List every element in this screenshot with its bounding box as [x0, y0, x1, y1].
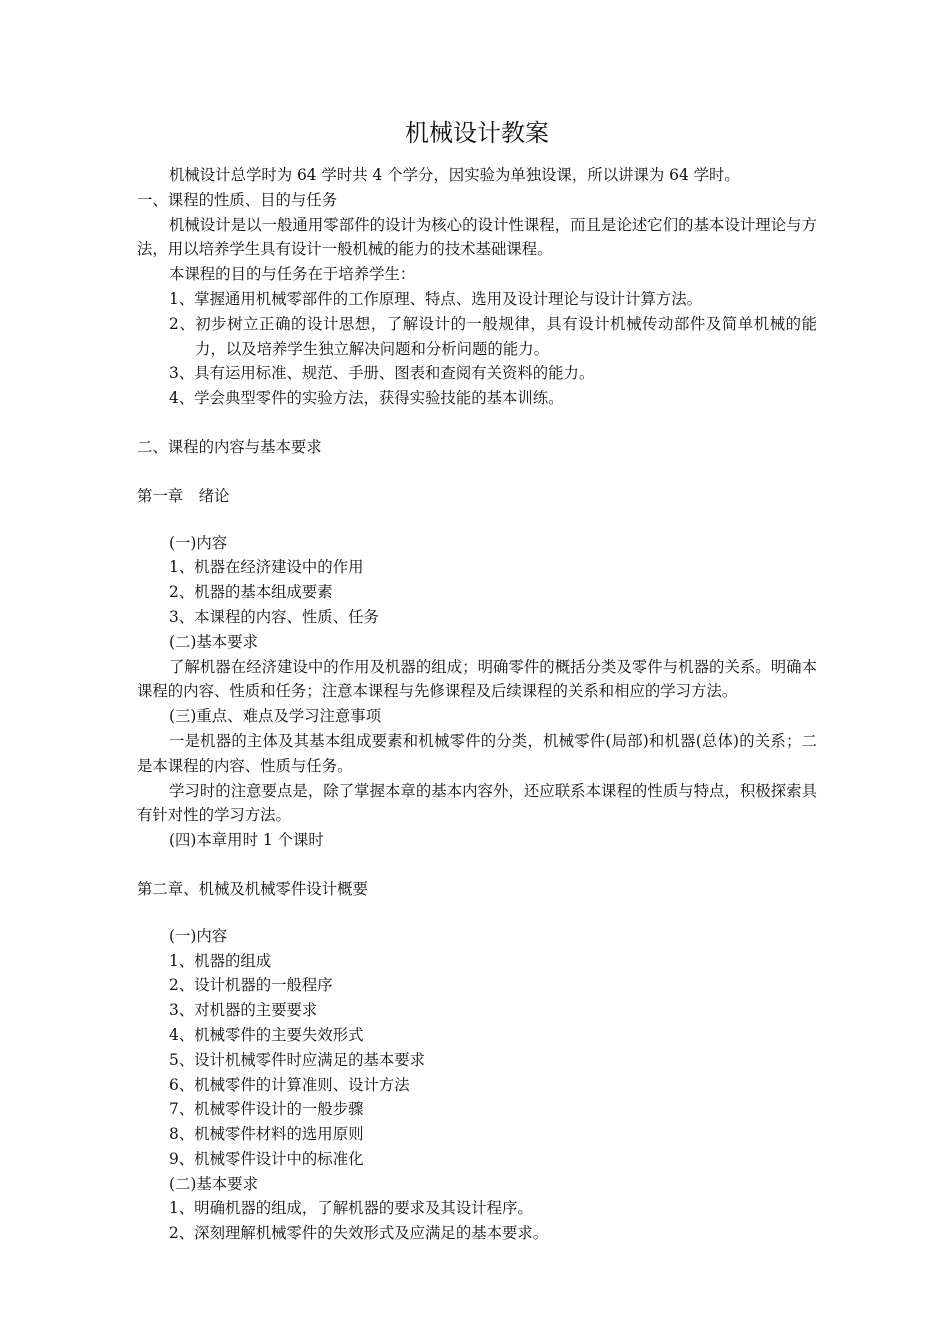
section1-heading: 一、课程的性质、目的与任务 [137, 190, 338, 209]
section1-paragraph-1: 机械设计是以一般通用零部件的设计为核心的设计性课程，而且是论述它们的基本设计理论与方法，用以培养学生具有设计一般机械的能力的技术基础课程。 [137, 215, 817, 259]
chapter2-requirements-label: (二)基本要求 [169, 1174, 258, 1193]
chapter1-key-points-text-2: 学习时的注意要点是，除了掌握本章的基本内容外，还应联系本课程的性质与特点，积极探索具有针对性的学习方法。 [137, 781, 817, 825]
chapter2-item-8: 8、机械零件材料的选用原则 [169, 1125, 364, 1144]
chapter1-item-1: 1、机器在经济建设中的作用 [169, 558, 364, 577]
chapter2-item-7: 7、机械零件设计的一般步骤 [169, 1100, 364, 1119]
document-page [137, 117, 817, 1246]
chapter2-item-4: 4、机械零件的主要失效形式 [169, 1025, 364, 1044]
chapter2-item-3: 3、对机器的主要要求 [169, 1001, 318, 1020]
document-title: 机械设计教案 [405, 119, 549, 147]
chapter2-requirement-2: 2、深刻理解机械零件的失效形式及应满足的基本要求。 [169, 1224, 549, 1243]
section1-item-2: 2、初步树立正确的设计思想，了解设计的一般规律，具有设计机械传动部件及简单机械的能力，以及培养学生独立解决问题和分析问题的能力。 [169, 314, 817, 358]
chapter2-item-5: 5、设计机械零件时应满足的基本要求 [169, 1050, 426, 1069]
chapter2-item-9: 9、机械零件设计中的标准化 [169, 1149, 364, 1168]
chapter1-key-points-text-1: 一是机器的主体及其基本组成要素和机械零件的分类，机械零件(局部)和机器(总体)的关系；二是本课程的内容、性质与任务。 [137, 731, 817, 775]
chapter2-item-1: 1、机器的组成 [169, 951, 272, 970]
section1-paragraph-2: 本课程的目的与任务在于培养学生： [169, 265, 416, 284]
intro-paragraph: 机械设计总学时为 64 学时共 4 个学分，因实验为单独设课，所以讲课为 64 学时。 [169, 166, 740, 184]
section1-item-4: 4、学会典型零件的实验方法，获得实验技能的基本训练。 [169, 389, 564, 408]
section1-item-3: 3、具有运用标准、规范、手册、图表和查阅有关资料的能力。 [169, 364, 595, 383]
chapter1-heading: 第一章 绪论 [137, 486, 230, 505]
chapter1-requirements-label: (二)基本要求 [169, 632, 258, 651]
chapter1-item-2: 2、机器的基本组成要素 [169, 583, 333, 602]
chapter2-heading: 第二章、机械及机械零件设计概要 [137, 879, 368, 898]
chapter2-content-label: (一)内容 [169, 926, 228, 945]
section1-item-1: 1、掌握通用机械零部件的工作原理、特点、选用及设计理论与设计计算方法。 [169, 289, 703, 308]
section2-heading: 二、课程的内容与基本要求 [137, 437, 322, 456]
chapter1-key-points-label: (三)重点、难点及学习注意事项 [169, 707, 382, 726]
chapter2-item-6: 6、机械零件的计算准则、设计方法 [169, 1075, 410, 1094]
chapter2-item-2: 2、设计机器的一般程序 [169, 976, 333, 995]
chapter1-item-3: 3、本课程的内容、性质、任务 [169, 607, 379, 626]
chapter2-requirement-1: 1、明确机器的组成，了解机器的要求及其设计程序。 [169, 1199, 533, 1218]
chapter1-content-label: (一)内容 [169, 533, 228, 552]
chapter1-requirements-text: 了解机器在经济建设中的作用及机器的组成；明确零件的概括分类及零件与机器的关系。明确本课程的内容、性质和任务；注意本课程与先修课程及后续课程的关系和相应的学习方法。 [137, 657, 817, 701]
chapter1-hours: (四)本章用时 1 个课时 [169, 831, 324, 850]
